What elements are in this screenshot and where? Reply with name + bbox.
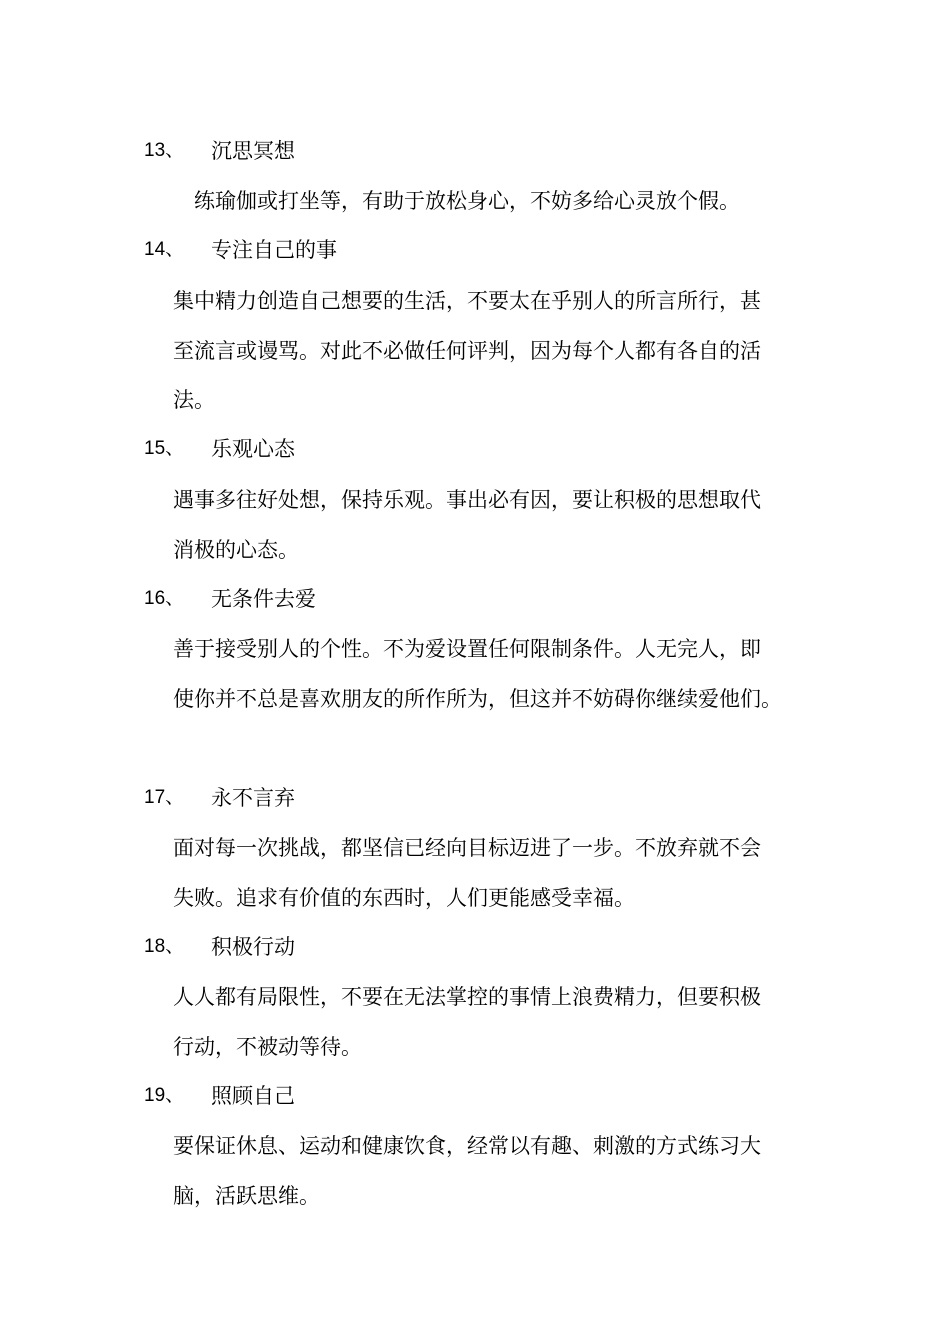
section-number: 13、 — [144, 140, 185, 161]
body-text: 使你并不总是喜欢朋友的所作所为，但这并不妨碍你继续爱他们。 — [173, 687, 782, 711]
section-title: 乐观心态 — [211, 437, 295, 461]
section-number: 17、 — [144, 787, 185, 808]
body-text: 善于接受别人的个性。不为爱设置任何限制条件。人无完人，即 — [173, 637, 761, 661]
section-title: 永不言弃 — [211, 786, 295, 810]
section-number: 18、 — [144, 936, 185, 957]
body-text: 遇事多往好处想，保持乐观。事出必有因，要让积极的思想取代 — [173, 488, 761, 512]
body-text: 脑，活跃思维。 — [173, 1184, 320, 1208]
section-number: 19、 — [144, 1085, 185, 1106]
body-text: 失败。追求有价值的东西时，人们更能感受幸福。 — [173, 886, 635, 910]
section-number: 15、 — [144, 438, 185, 459]
section-number: 16、 — [144, 588, 185, 609]
body-text: 练瑜伽或打坐等，有助于放松身心，不妨多给心灵放个假。 — [194, 189, 740, 213]
body-text: 人人都有局限性，不要在无法掌控的事情上浪费精力，但要积极 — [173, 985, 761, 1009]
body-text: 至流言或谩骂。对此不必做任何评判，因为每个人都有各自的活 — [173, 339, 761, 363]
section-title: 专注自己的事 — [211, 238, 337, 262]
body-text: 要保证休息、运动和健康饮食，经常以有趣、刺激的方式练习大 — [173, 1134, 761, 1158]
body-text: 消极的心态。 — [173, 538, 299, 562]
body-text: 行动，不被动等待。 — [173, 1035, 362, 1059]
section-title: 沉思冥想 — [211, 139, 295, 163]
section-title: 积极行动 — [211, 935, 295, 959]
section-title: 无条件去爱 — [211, 587, 316, 611]
section-title: 照顾自己 — [211, 1084, 295, 1108]
body-text: 面对每一次挑战，都坚信已经向目标迈进了一步。不放弃就不会 — [173, 836, 761, 860]
body-text: 集中精力创造自己想要的生活，不要太在乎别人的所言所行，甚 — [173, 289, 761, 313]
body-text: 法。 — [173, 388, 215, 412]
section-number: 14、 — [144, 239, 185, 260]
